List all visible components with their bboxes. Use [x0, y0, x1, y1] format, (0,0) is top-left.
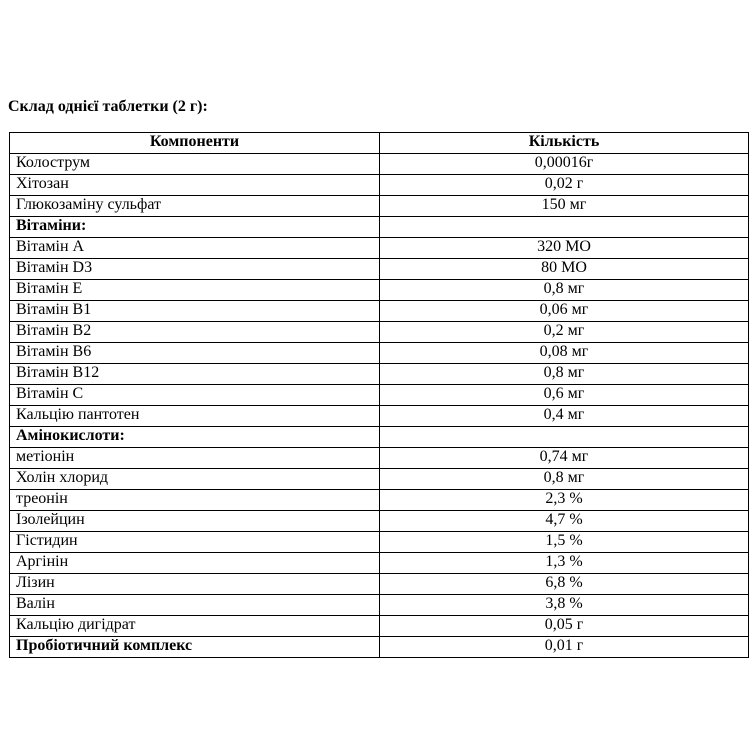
quantity-cell: 0,01 г: [380, 637, 749, 658]
component-name-cell: Аргінін: [10, 553, 380, 574]
composition-heading: Склад однієї таблетки (2 г):: [8, 98, 208, 115]
quantity-cell: 6,8 %: [380, 574, 749, 595]
table-row: [10, 217, 749, 238]
component-name-cell: Гістидин: [10, 532, 380, 553]
table-row: [10, 490, 749, 511]
column-header-quantity: Кількість: [380, 133, 749, 154]
table-row: [10, 385, 749, 406]
quantity-cell: [380, 427, 749, 448]
component-name-cell: Амінокислоти:: [10, 427, 380, 448]
component-name-cell: Кальцію пантотен: [10, 406, 380, 427]
component-name-cell: метіонін: [10, 448, 380, 469]
component-name-cell: Лізин: [10, 574, 380, 595]
table-body: [10, 154, 749, 658]
quantity-cell: 0,06 мг: [380, 301, 749, 322]
component-name-cell: Вітамін В12: [10, 364, 380, 385]
quantity-cell: 1,3 %: [380, 553, 749, 574]
quantity-cell: 150 мг: [380, 196, 749, 217]
table-row: [10, 532, 749, 553]
component-name-cell: Пробіотичний комплекс: [10, 637, 380, 658]
component-name-cell: Холін хлорид: [10, 469, 380, 490]
quantity-cell: 0,8 мг: [380, 280, 749, 301]
table-row: [10, 595, 749, 616]
component-name-cell: Вітамін В1: [10, 301, 380, 322]
table-row: [10, 301, 749, 322]
component-name-cell: Вітамін С: [10, 385, 380, 406]
quantity-cell: 80 МО: [380, 259, 749, 280]
quantity-cell: 2,3 %: [380, 490, 749, 511]
table-row: [10, 175, 749, 196]
table-row: [10, 406, 749, 427]
table-row: [10, 511, 749, 532]
column-header-components: Компоненти: [10, 133, 380, 154]
quantity-cell: 0,74 мг: [380, 448, 749, 469]
quantity-cell: 0,4 мг: [380, 406, 749, 427]
table-row: [10, 616, 749, 637]
quantity-cell: 0,02 г: [380, 175, 749, 196]
quantity-cell: 0,08 мг: [380, 343, 749, 364]
quantity-cell: 1,5 %: [380, 532, 749, 553]
component-name-cell: Глюкозаміну сульфат: [10, 196, 380, 217]
composition-table: [9, 132, 749, 658]
component-name-cell: Хітозан: [10, 175, 380, 196]
quantity-cell: 0,6 мг: [380, 385, 749, 406]
table-row: [10, 637, 749, 658]
table-row: [10, 448, 749, 469]
component-name-cell: треонін: [10, 490, 380, 511]
quantity-cell: 4,7 %: [380, 511, 749, 532]
table-row: [10, 574, 749, 595]
component-name-cell: Вітамін А: [10, 238, 380, 259]
quantity-cell: 320 МО: [380, 238, 749, 259]
component-name-cell: Вітамін В6: [10, 343, 380, 364]
component-name-cell: Вітамін В2: [10, 322, 380, 343]
quantity-cell: 0,8 мг: [380, 469, 749, 490]
component-name-cell: Вітаміни:: [10, 217, 380, 238]
quantity-cell: 0,00016г: [380, 154, 749, 175]
table-row: [10, 469, 749, 490]
quantity-cell: 3,8 %: [380, 595, 749, 616]
component-name-cell: Кальцію дигідрат: [10, 616, 380, 637]
table-row: [10, 343, 749, 364]
component-name-cell: Валін: [10, 595, 380, 616]
component-name-cell: Вітамін D3: [10, 259, 380, 280]
component-name-cell: Колострум: [10, 154, 380, 175]
table-row: [10, 196, 749, 217]
component-name-cell: Ізолейцин: [10, 511, 380, 532]
table-header-row: [10, 133, 749, 154]
table-row: [10, 154, 749, 175]
table-row: [10, 280, 749, 301]
quantity-cell: [380, 217, 749, 238]
table-row: [10, 553, 749, 574]
table-row: [10, 322, 749, 343]
table-row: [10, 238, 749, 259]
quantity-cell: 0,05 г: [380, 616, 749, 637]
component-name-cell: Вітамін Е: [10, 280, 380, 301]
table-row: [10, 427, 749, 448]
table-row: [10, 259, 749, 280]
quantity-cell: 0,2 мг: [380, 322, 749, 343]
table-row: [10, 364, 749, 385]
quantity-cell: 0,8 мг: [380, 364, 749, 385]
